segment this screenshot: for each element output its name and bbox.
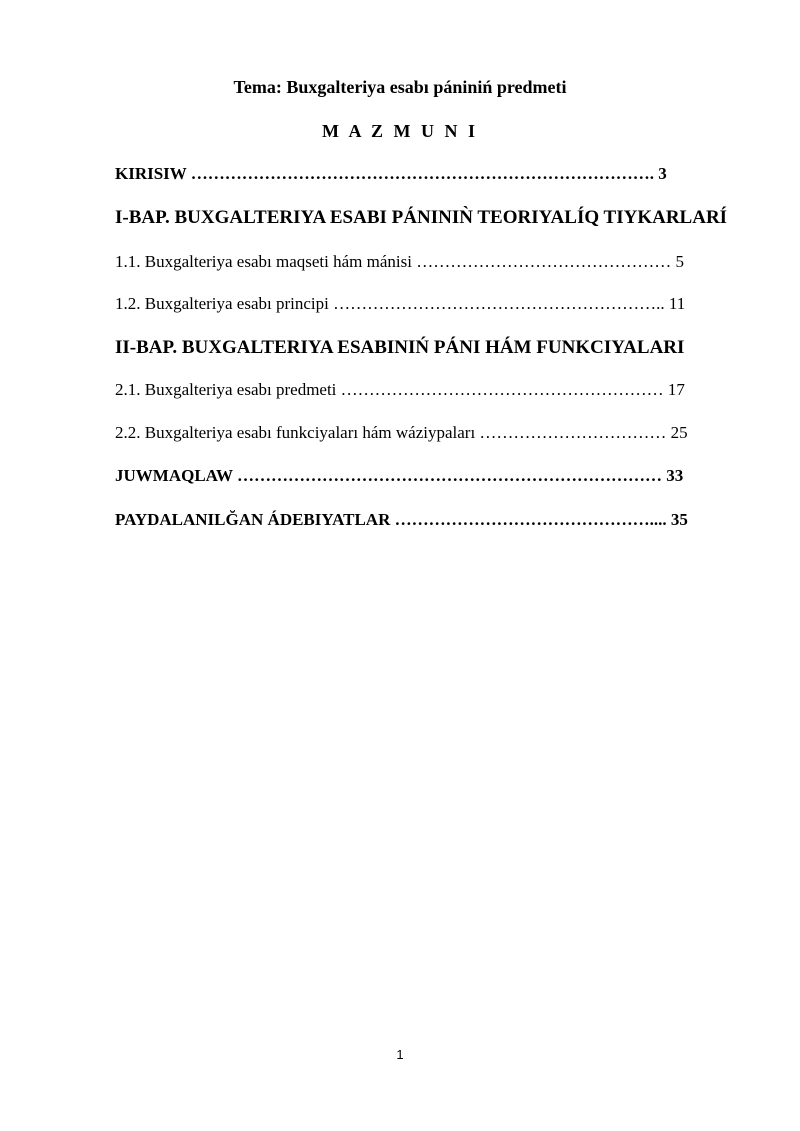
toc-chapter-2-heading: II-BAP. BUXGALTERIYA ESABINIŃ PÁNI HÁM FUNKCIYALARI (115, 337, 685, 358)
toc-entry-intro: KIRISIW ………………………………………………………………………. 3 (115, 164, 667, 183)
page-number: 1 (396, 1047, 404, 1062)
toc-entry-1-1: 1.1. Buxgalteriya esabı maqseti hám mánisi ……………………………………… 5 (115, 252, 684, 271)
topic-title: Tema: Buxgalteriya esabı pániniń predmeti (233, 77, 567, 97)
toc-entry-references: PAYDALANILĞAN ÁDEBIYATLAR ……………………………………….... 35 (115, 510, 688, 529)
toc-chapter-1-heading: I-BAP. BUXGALTERIYA ESABI PÁNINIǸ TEORIYALÍQ TIYKARLARÍ (115, 207, 728, 228)
contents-title: M A Z M U N I (322, 121, 478, 141)
toc-entry-2-1: 2.1. Buxgalteriya esabı predmeti ………………………………………………… 17 (115, 380, 685, 399)
toc-entry-1-2: 1.2. Buxgalteriya esabı principi ………………………………………………….. 11 (115, 294, 686, 313)
toc-entry-2-2: 2.2. Buxgalteriya esabı funkciyaları hám wáziypaları …………………………… 25 (115, 423, 688, 442)
toc-entry-conclusion: JUWMAQLAW ………………………………………………………………… 33 (115, 466, 684, 485)
